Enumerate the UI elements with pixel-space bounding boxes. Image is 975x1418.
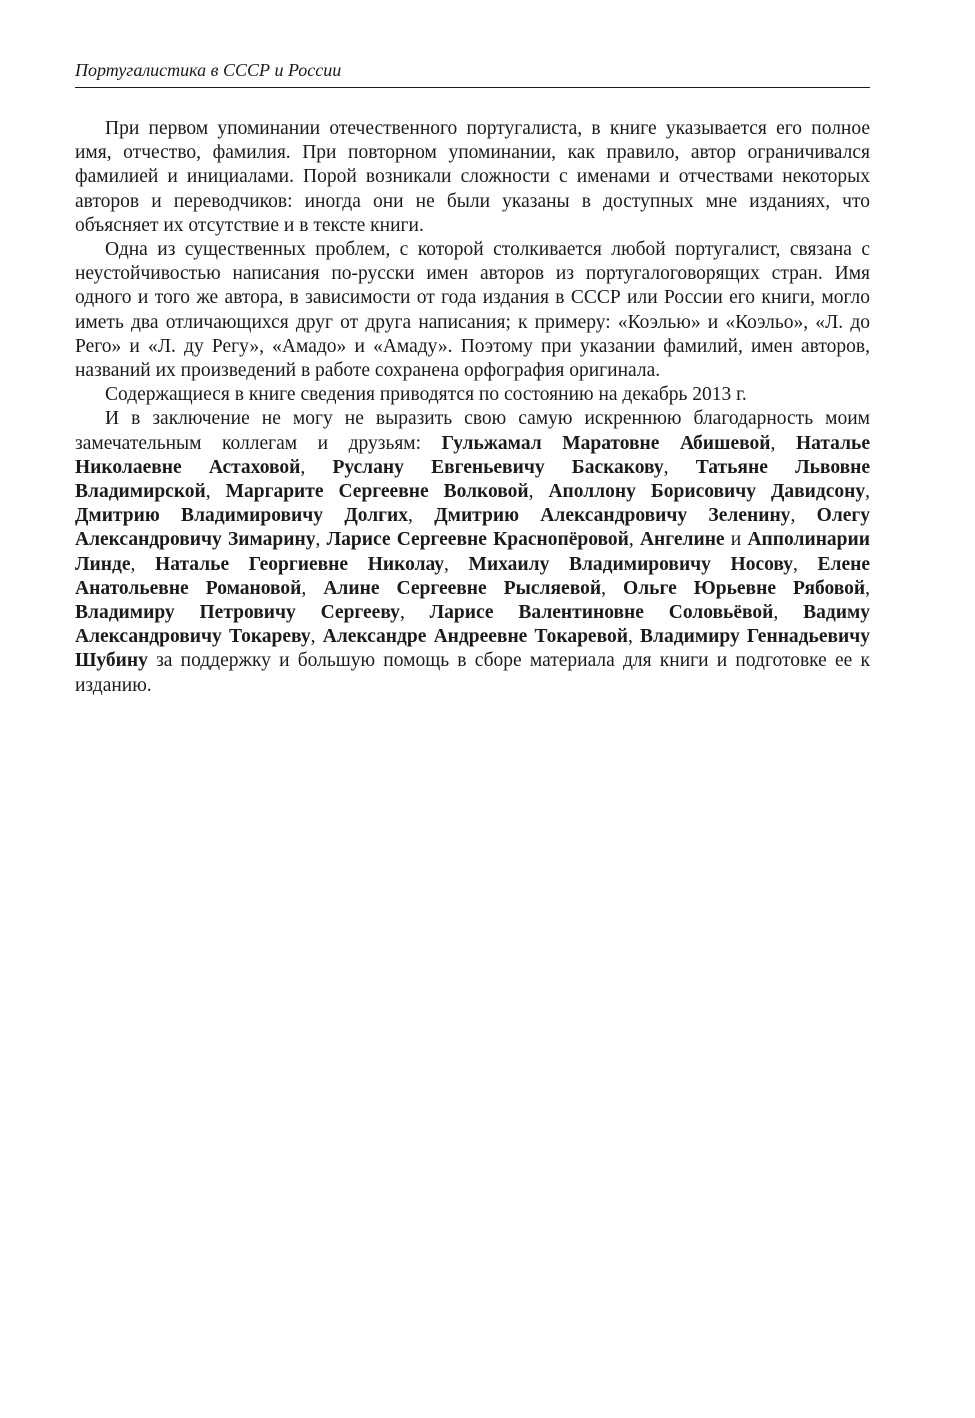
name-separator: , [205, 481, 226, 503]
name-separator: , [865, 577, 871, 599]
colleague-name: Гульжамал Маратовне Абишевой [441, 432, 771, 454]
name-separator: , [601, 577, 624, 599]
colleague-name: Татьяне Львовне Владимирской [75, 456, 871, 503]
name-separator: , [408, 505, 435, 527]
colleague-name: Апполинарии Линде [75, 529, 870, 575]
colleague-name: Аполлону Борисовичу Давидсону [548, 481, 866, 503]
name-separator: , [628, 529, 640, 551]
name-separator: , [790, 505, 817, 527]
name-separator: , [310, 626, 323, 648]
name-separator: , [793, 553, 818, 575]
colleague-name: Руслану Евгеньевичу Баскакову [332, 456, 664, 478]
name-separator: , [399, 602, 430, 624]
colleague-name: Ларисе Валентиновне Соловьёвой [429, 602, 774, 624]
colleague-name: Дмитрию Александровичу Зеленину [434, 505, 791, 527]
paragraph-transliteration: Одна из существенных проблем, с которой столкивается любой португалист, связана с неустойчивостью написания по-русски имен авторов из португалоговорящих стран. Имя одного и того же автора, в зависимости от года издания в СССР или России его книги, могло иметь два отличающихся друг от друга написания; к примеру: «Коэлью» и «Коэльо», «Л. до Рего» и «Л. ду Регу», «Амадо» и «Амаду». Поэтому при указании фамилий, имен авторов, названий их произведений в работе сохранена орфография оригинала. [75, 239, 870, 382]
name-separator: , [444, 553, 469, 575]
acknowledgement-outro: за поддержку и большую помощь в сборе материала для книги и подготовке ее к изданию. [75, 650, 870, 696]
name-separator: , [663, 456, 696, 478]
name-separator: , [528, 481, 549, 503]
name-separator: , [301, 577, 324, 599]
paragraph-names-spelling: При первом упоминании отечественного португалиста, в книге указывается его полное имя, отчество, фамилия. При повторном упоминании, как правило, автор ограничивался фамилией и инициалами. Порой возникали сложности с именами и отчествами некоторых авторов и переводчиков: иногда они не были указаны в доступных мне изданиях, что объясняет их отсутствие и в тексте книги. [75, 118, 870, 236]
colleague-name: Михаилу Владимировичу Носову [468, 553, 794, 575]
paragraph-data-date: Содержащиеся в книге сведения приводятся по состоянию на декабрь 2013 г. [105, 384, 747, 406]
name-separator: , [130, 553, 156, 575]
name-separator: , [627, 626, 641, 648]
colleague-name: Владимиру Геннадьевичу Шубину [75, 626, 871, 672]
colleague-name: Дмитрию Владимировичу Долгих [75, 505, 409, 527]
colleague-name: Ларисе Сергеевне Краснопёровой [326, 529, 629, 551]
colleague-name: Вадиму Александровичу Токареву [75, 602, 871, 648]
colleague-name: Наталье Николаевне Астаховой [75, 432, 871, 478]
name-separator: , [315, 529, 327, 551]
colleague-name: Елене Анатольевне Романовой [75, 553, 871, 599]
colleague-name: Александре Андреевне Токаревой [322, 626, 628, 648]
colleague-name: Наталье Георгиевне Николау [155, 553, 445, 575]
name-separator: , [770, 432, 796, 454]
book-page [75, 58, 870, 698]
acknowledgement-intro: И в заключение не могу не выразить свою самую искреннюю благодарность моим замечательным коллегам и друзьям: [75, 408, 870, 454]
colleague-name: Алине Сергеевне Рысляевой [323, 577, 602, 599]
paragraph-acknowledgement [75, 407, 870, 697]
name-separator: , [773, 602, 804, 624]
colleague-name: Ольге Юрьевне Рябовой [623, 577, 866, 599]
body-text [75, 117, 870, 698]
colleague-name: Владимиру Петровичу Сергееву [75, 602, 400, 624]
colleague-name: Олегу Александровичу Зимарину [75, 505, 871, 551]
name-separator: , [865, 481, 871, 503]
name-separator: и [724, 529, 748, 551]
colleague-name: Маргарите Сергеевне Волковой [225, 481, 529, 503]
colleague-name: Ангелине [639, 529, 725, 551]
name-separator: , [300, 456, 333, 478]
running-head: Португалистика в СССР и России [75, 58, 870, 88]
